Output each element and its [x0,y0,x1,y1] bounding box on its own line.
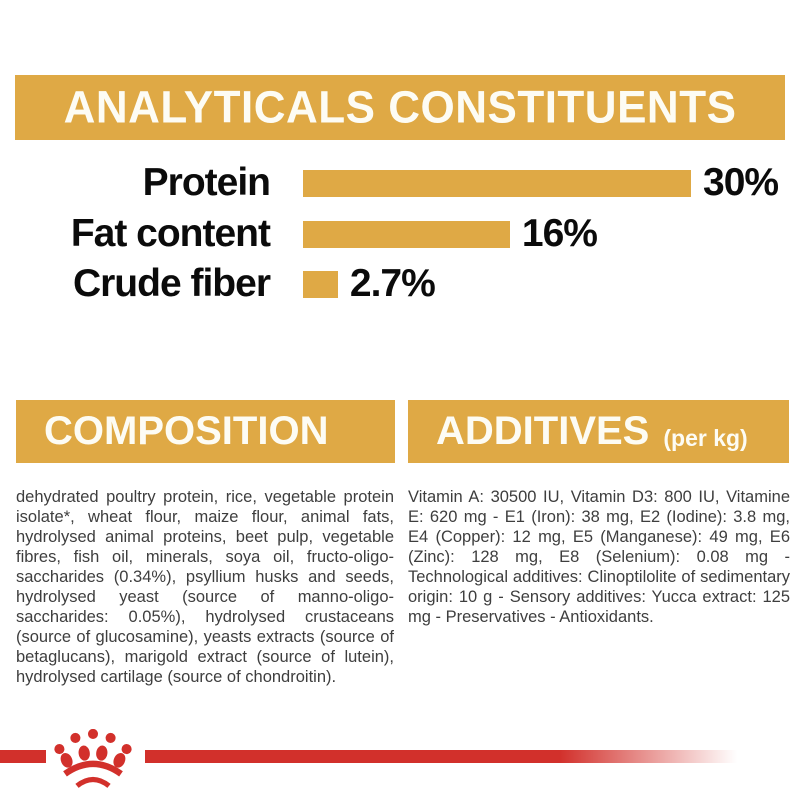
royal-canin-crown-paw-logo-icon [53,729,133,790]
additives-header [408,400,789,463]
composition-header [16,400,395,463]
footer-stripe-left-segment [0,750,46,763]
crude-fiber-value-label: 2.7% [349,262,435,305]
additives-per-kg-label: (per kg) [663,425,748,451]
bar-area-crude-fiber [303,262,435,306]
crude-fiber-bar [303,271,338,298]
chart-row-crude-fiber [0,259,800,309]
protein-bar [303,170,691,197]
chart-category-label-crude-fiber: Crude fiber [72,262,270,305]
bar-area-fat-content [303,212,597,256]
bar-area-protein [303,161,778,205]
chart-category-label-fat-content: Fat content [70,212,270,255]
fat-content-value-label: 16% [521,212,597,255]
chart-row-protein [0,158,800,208]
analyticals-banner [15,75,785,140]
analyticals-title: ANALYTICALS CONSTITUENTS [63,81,737,133]
additives-body: Vitamin A: 30500 IU, Vitamin D3: 800 IU, Vitamine E: 620 mg - E1 (Iron): 38 mg, E2 (Iodine): 3.8 mg, E4 (Copper): 12 mg, E5 (Manganese): 49 mg, E6 (Zinc): 128 mg, E8 (Selenium): 0.08 mg - Technological additives: Clinoptilolite of sedimentary origin: 10 g - Sensory additives: Yucca extract: 125 mg - Preservatives - Antioxidants. [408,487,790,626]
composition-body: dehydrated poultry protein, rice, vegetable protein isolate*, wheat flour, maize flour, animal fats, hydrolysed animal proteins, beet pulp, vegetable fibres, fish oil, minerals, soya oil, fructo-oligo-saccharides (0.34%), psyllium husks and seeds, hydrolysed yeast (source of manno-oligo-saccharides: 0.05%), hydrolysed crustaceans (source of glucosamine), yeasts extracts (source of betaglucans), marigold extract (source of lutein), hydrolysed cartilage (source of chondroitin). [16,487,394,686]
additives-title: ADDITIVES [436,409,650,453]
composition-title: COMPOSITION [44,409,329,453]
footer-stripe-right-segment [145,750,737,763]
chart-category-label-protein: Protein [142,161,270,204]
protein-value-label: 30% [703,161,779,204]
chart-row-fat-content [0,209,800,259]
fat-content-bar [303,221,510,248]
